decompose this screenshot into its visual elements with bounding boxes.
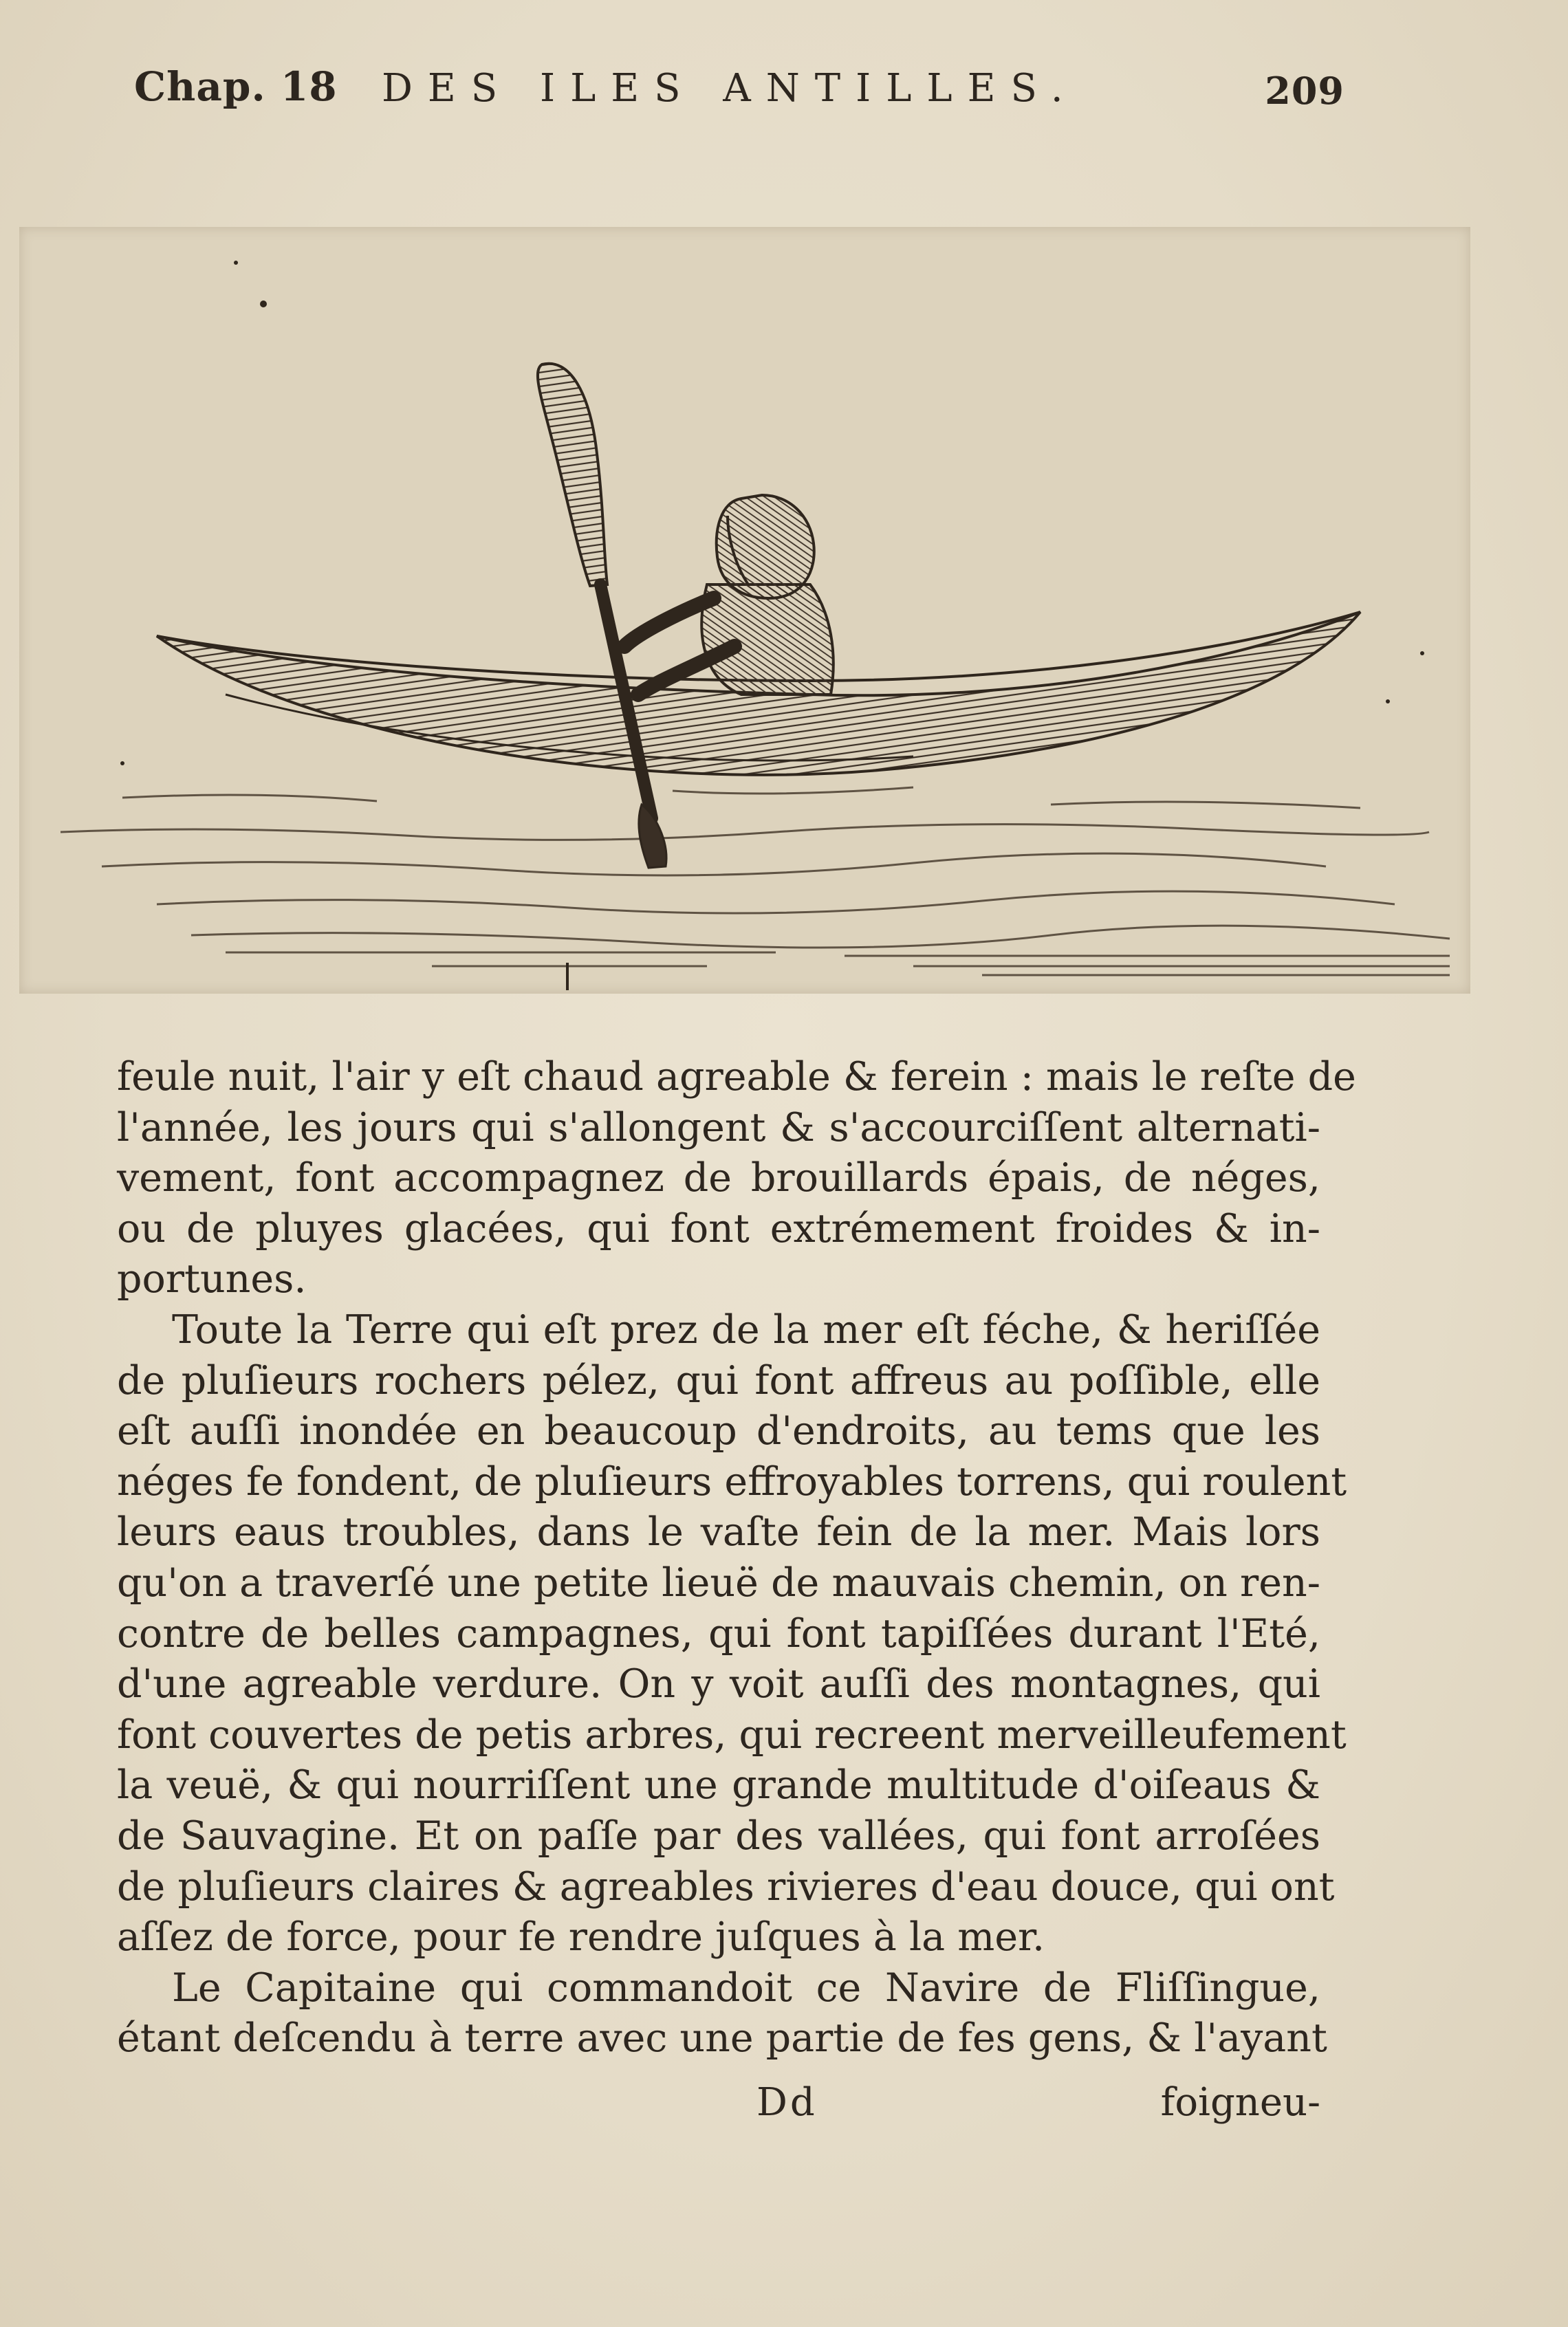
running-title: DES ILES ANTILLES. bbox=[382, 66, 1078, 111]
running-head bbox=[134, 63, 1344, 125]
signature-mark: Dd bbox=[756, 2080, 818, 2125]
text-line: de Sauvagine. Et on paſſe par des vallées, qui font arroſées bbox=[117, 1813, 1320, 1859]
water-lines bbox=[61, 787, 1450, 975]
text-line: font couvertes de petis arbres, qui recreent merveilleufement bbox=[117, 1712, 1347, 1758]
text-line: la veuë, & qui nourriſſent une grande multitude d'oiſeaus & bbox=[117, 1762, 1320, 1809]
text-line: Le Capitaine qui commandoit ce Navire de Fliſſingue, bbox=[172, 1965, 1320, 2011]
page-footer bbox=[117, 2080, 1320, 2135]
text-line: eſt auſſi inondée en beaucoup d'endroits, au tems que les bbox=[117, 1408, 1320, 1454]
chapter-label: Chap. 18 bbox=[134, 63, 338, 110]
text-line: aſſez de force, pour fe rendre juſques à la mer. bbox=[117, 1914, 1045, 1960]
text-line: ou de pluyes glacées, qui font extrémement froides & in- bbox=[117, 1205, 1320, 1252]
text-line: vement, font accompagnez de brouillards épais, de néges, bbox=[117, 1155, 1320, 1201]
engraving-plate bbox=[19, 227, 1470, 994]
text-line: l'année, les jours qui s'allongent & s'accourciſſent alternati- bbox=[117, 1104, 1320, 1150]
text-line: étant deſcendu à terre avec une partie de fes gens, & l'ayant bbox=[117, 2015, 1327, 2062]
text-line: de pluſieurs claires & agreables rivieres d'eau douce, qui ont bbox=[117, 1864, 1335, 1910]
text-line: de pluſieurs rochers pélez, qui font affreus au poſſible, elle bbox=[117, 1357, 1320, 1403]
text-line: leurs eaus troubles, dans le vaſte fein de la mer. Mais lors bbox=[117, 1509, 1320, 1555]
body-text bbox=[117, 1052, 1356, 2064]
text-line: d'une agreable verdure. On y voit auſſi des montagnes, qui bbox=[117, 1661, 1320, 1707]
engraving-kayak-paddler-icon bbox=[19, 227, 1470, 994]
text-line: Toute la Terre qui eſt prez de la mer eſt féche, & heriſſée bbox=[172, 1307, 1320, 1353]
page-number: 209 bbox=[1265, 69, 1344, 113]
text-line: portunes. bbox=[117, 1256, 307, 1302]
text-line: feule nuit, l'air y eſt chaud agreable & ferein : mais le reſte de bbox=[117, 1054, 1356, 1100]
text-line: qu'on a traverſé une petite lieuë de mauvais chemin, on ren- bbox=[117, 1560, 1320, 1606]
catchword: foigneu- bbox=[1160, 2080, 1320, 2125]
paddle bbox=[538, 364, 666, 868]
text-line: néges fe fondent, de pluſieurs effroyables torrens, qui roulent bbox=[117, 1459, 1347, 1505]
text-line: contre de belles campagnes, qui font tapiſſées durant l'Eté, bbox=[117, 1610, 1320, 1657]
paddler-body bbox=[701, 585, 833, 695]
